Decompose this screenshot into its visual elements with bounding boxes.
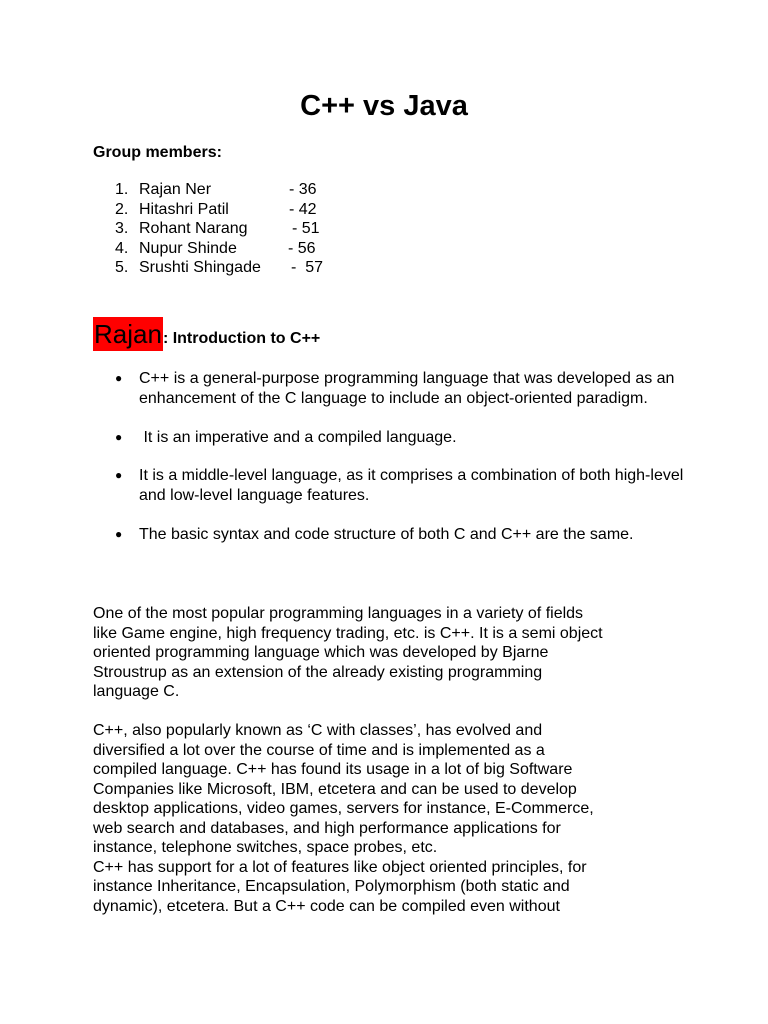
list-item-number: 1. [115, 181, 129, 198]
list-item-number: 2. [115, 200, 129, 218]
member-name: Hitashri Patil [139, 200, 229, 218]
bullet-list [93, 369, 693, 564]
bullet-text: It is an imperative and a compiled language. [139, 428, 457, 446]
member-roll-number: - 51 [292, 220, 320, 237]
list-item-number: 3. [115, 220, 129, 237]
bullet-text: It is a middle-level language, as it comprises a combination of both high-level and low-level language features. [139, 467, 684, 505]
bullet-icon: ● [115, 371, 123, 385]
list-item [93, 525, 693, 545]
bullet-text: The basic syntax and code structure of both C and C++ are the same. [139, 525, 634, 543]
highlighted-author-name: Rajan [94, 319, 162, 349]
paragraph: C++ has support for a lot of features like object oriented principles, for instance Inheritance, Encapsulation, Polymorphism (both static and dynamic), etcetera. But a C++ code can be compiled even without [93, 858, 587, 915]
list-item [93, 466, 693, 506]
group-members-heading: Group members: [93, 144, 222, 161]
member-name: Nupur Shinde [139, 239, 237, 257]
list-item [93, 369, 693, 409]
paragraph-spacer [93, 702, 693, 722]
body-text [93, 604, 693, 916]
paragraph: C++, also popularly known as ‘C with classes’, has evolved and diversified a lot over the course of time and is implemented as a compiled language. C++ has found its usage in a lot of big Software Companies like Microsoft, IBM, etcetera and can be used to develop desktop applications, video games, servers for instance, E-Commerce, web search and databases, and high performance applications for instance, telephone switches, space probes, etc. [93, 722, 594, 856]
member-roll-number: - 36 [289, 181, 317, 198]
member-roll-number: - 57 [291, 259, 324, 276]
bullet-icon: ● [115, 526, 123, 541]
list-item [93, 428, 693, 448]
member-roll-number: - 42 [289, 200, 317, 218]
bullet-text: C++ is a general-purpose programming language that was developed as an enhancement of the C language to include an object-oriented paradigm. [139, 370, 675, 407]
section-heading-text: : Introduction to C++ [162, 330, 321, 347]
section-heading [93, 317, 320, 353]
member-roll-number: - 56 [288, 239, 316, 257]
list-item-number: 5. [115, 259, 129, 276]
member-name: Rohant Narang [139, 220, 248, 237]
document-title: C++ vs Java [300, 90, 468, 122]
bullet-icon: ● [115, 429, 123, 444]
list-item-number: 4. [115, 239, 129, 257]
member-name: Rajan Ner [139, 181, 212, 198]
bullet-icon: ● [115, 468, 123, 483]
member-name: Srushti Shingade [139, 259, 261, 276]
paragraph: One of the most popular programming languages in a variety of fields like Game engine, high frequency trading, etc. is C++. It is a semi object oriented programming language which was developed by Bjarne Stroustrup as an extension of the already existing programming language C. [93, 605, 603, 700]
